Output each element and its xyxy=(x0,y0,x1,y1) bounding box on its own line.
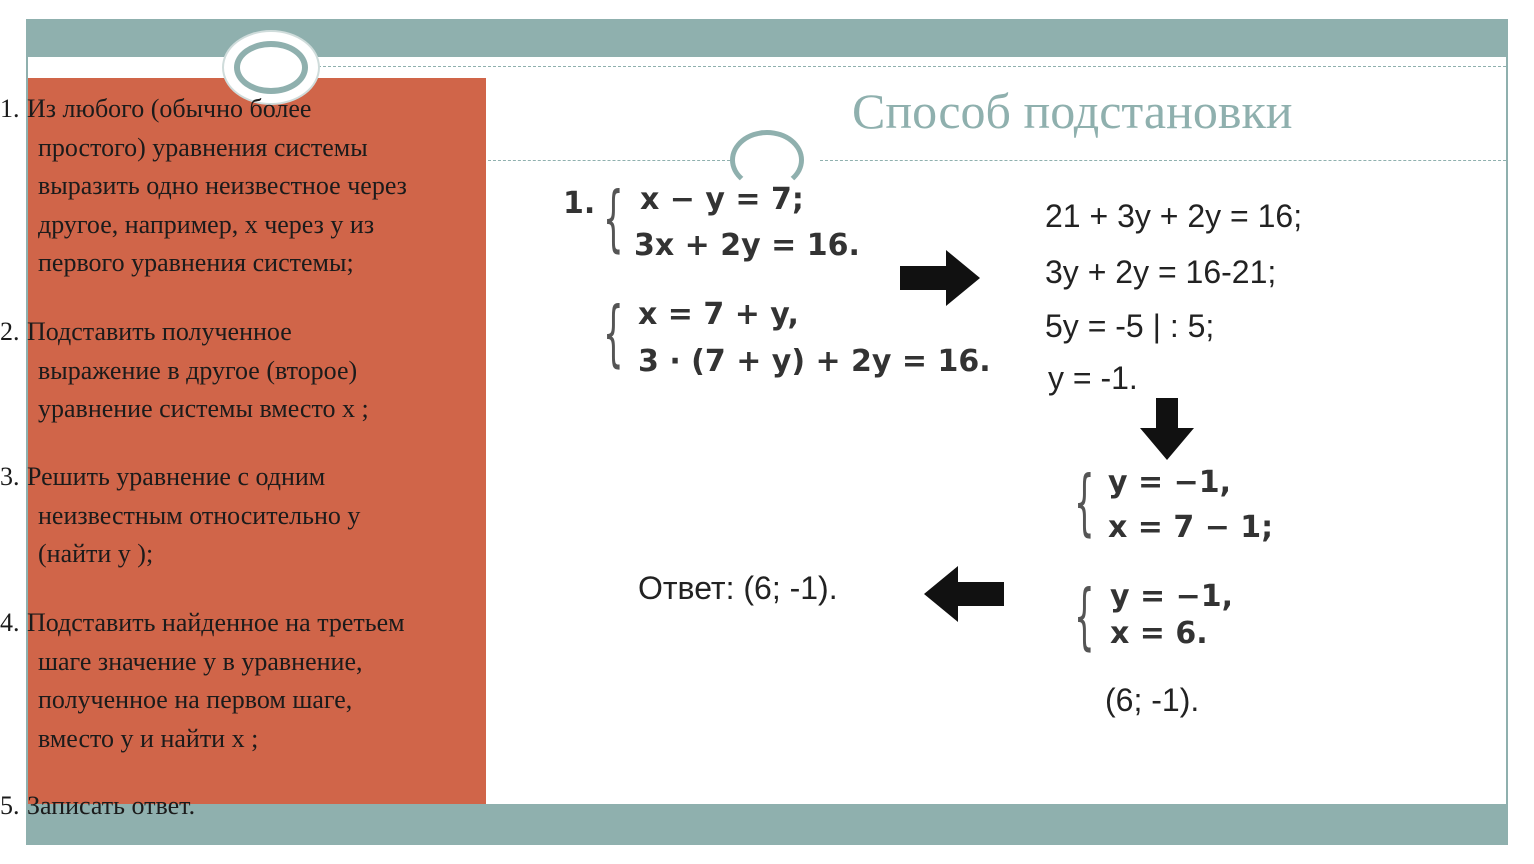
answer-text: Ответ: (6; -1). xyxy=(638,570,838,606)
system2-eq2: 3 · (7 + y) + 2y = 16. xyxy=(638,344,991,379)
step-3 xyxy=(0,458,360,574)
system3-eq2: x = 7 − 1; xyxy=(1108,510,1274,545)
step-number: 1. xyxy=(0,94,20,123)
system1-eq1: x − y = 7; xyxy=(640,182,804,217)
example-label: 1. xyxy=(563,186,596,221)
mid-dashed-rule-right xyxy=(820,160,1506,161)
step-line: полученное на первом шаге, xyxy=(38,685,353,714)
solve-line-1: 21 + 3y + 2y = 16; xyxy=(1045,198,1303,234)
step-line: другое, например, х через у из xyxy=(38,209,375,239)
frame-bottom-bar xyxy=(26,804,1508,845)
step-4 xyxy=(0,604,405,758)
brace-icon: { xyxy=(603,291,624,375)
arrow-left-icon xyxy=(924,566,1004,622)
step-line: выразить одно неизвестное через xyxy=(38,171,407,200)
brace-icon: { xyxy=(1074,460,1095,544)
solve-line-4: y = -1. xyxy=(1048,360,1138,396)
step-line: Решить уравнение с одним xyxy=(27,462,326,491)
arrow-down-icon xyxy=(1140,398,1194,460)
step-line: Записать ответ. xyxy=(27,791,196,820)
step-line: (найти у ); xyxy=(38,539,154,568)
brace-icon: { xyxy=(603,176,624,260)
system1-eq2: 3x + 2y = 16. xyxy=(634,228,860,263)
frame-right-border xyxy=(1506,57,1508,804)
brace-icon: { xyxy=(1074,574,1095,658)
step-line: первого уравнения системы; xyxy=(38,248,354,277)
step-line: Подставить полученное xyxy=(27,317,292,346)
mid-dashed-rule-left xyxy=(488,160,730,161)
step-line: простого) уравнения системы xyxy=(38,132,368,162)
step-number: 5. xyxy=(0,791,20,820)
step-number: 4. xyxy=(0,608,20,637)
solve-line-3: 5y = -5 | : 5; xyxy=(1045,308,1215,344)
system2-eq1: x = 7 + y, xyxy=(638,297,799,332)
step-1 xyxy=(0,90,407,283)
step-line: уравнение системы вместо х ; xyxy=(38,394,369,423)
system4-eq1: y = −1, xyxy=(1110,579,1233,614)
step-line: шаге значение у в уравнение, xyxy=(38,646,363,676)
step-line: неизвестным относительно у xyxy=(38,500,361,530)
arrow-right-icon xyxy=(900,250,982,306)
step-line: Из любого (обычно более xyxy=(27,94,312,123)
decorative-small-ring-icon xyxy=(730,130,804,190)
step-line: Подставить найденное на третьем xyxy=(27,608,405,637)
step-number: 2. xyxy=(0,317,20,346)
top-dashed-rule xyxy=(318,66,1506,67)
step-5 xyxy=(0,787,195,826)
solution-pair: (6; -1). xyxy=(1105,682,1200,718)
step-number: 3. xyxy=(0,462,20,491)
system3-eq1: y = −1, xyxy=(1108,465,1231,500)
solve-line-2: 3y + 2y = 16-21; xyxy=(1045,254,1277,290)
slide-title: Способ подстановки xyxy=(852,83,1293,139)
step-line: вместо у и найти х ; xyxy=(38,723,259,753)
system4-eq2: x = 6. xyxy=(1110,616,1208,651)
step-line: выражение в другое (второе) xyxy=(38,355,358,385)
step-2 xyxy=(0,313,369,429)
